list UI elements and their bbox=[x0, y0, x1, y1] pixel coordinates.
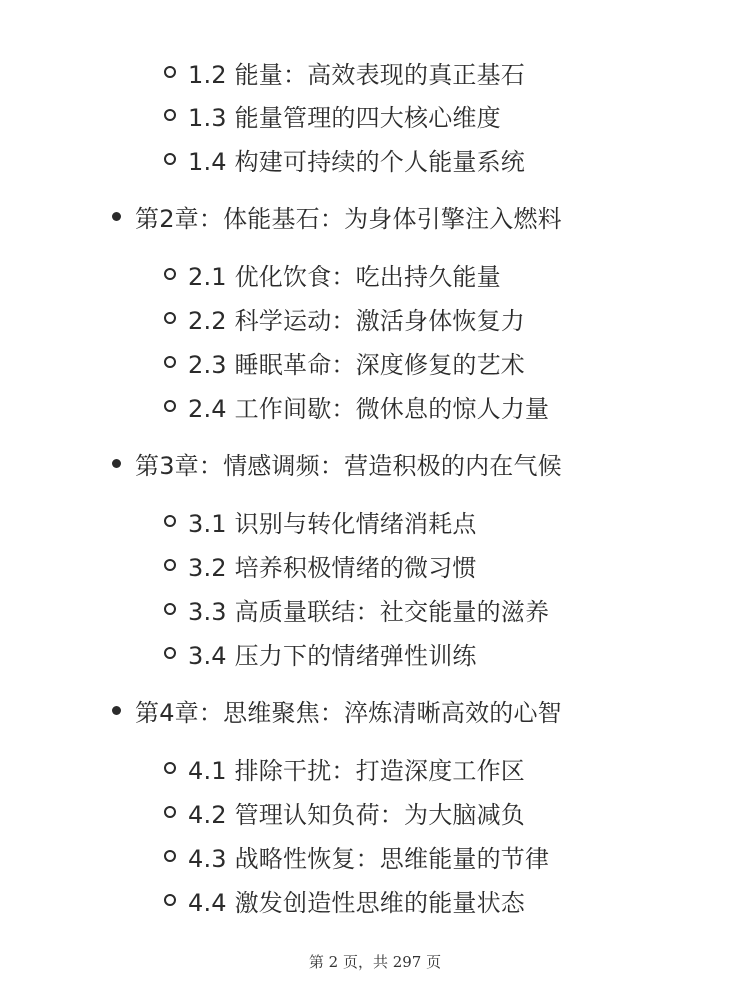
hollow-bullet-icon bbox=[164, 850, 176, 862]
toc-section-4-2 bbox=[164, 792, 525, 832]
filled-bullet-icon bbox=[112, 212, 121, 221]
hollow-bullet-icon bbox=[164, 268, 176, 280]
toc-section-3-1 bbox=[164, 501, 477, 541]
toc-item-text: 2.1 优化饮食：吃出持久能量 bbox=[188, 262, 501, 291]
toc-section-3-3 bbox=[164, 589, 549, 629]
filled-bullet-icon bbox=[112, 706, 121, 715]
toc-chapter-4 bbox=[112, 690, 562, 730]
toc-item-text: 3.3 高质量联结：社交能量的滋养 bbox=[188, 597, 550, 626]
hollow-bullet-icon bbox=[164, 109, 176, 121]
toc-item-text: 1.4 构建可持续的个人能量系统 bbox=[188, 147, 525, 176]
hollow-bullet-icon bbox=[164, 312, 176, 324]
hollow-bullet-icon bbox=[164, 515, 176, 527]
toc-item-text: 3.1 识别与转化情绪消耗点 bbox=[188, 509, 477, 538]
toc-item-text: 4.2 管理认知负荷：为大脑减负 bbox=[188, 800, 525, 829]
hollow-bullet-icon bbox=[164, 153, 176, 165]
toc-item-text: 4.4 激发创造性思维的能量状态 bbox=[188, 888, 525, 917]
hollow-bullet-icon bbox=[164, 356, 176, 368]
toc-item-text: 第4章：思维聚焦：淬炼清晰高效的心智 bbox=[135, 698, 562, 727]
toc-item-text: 3.4 压力下的情绪弹性训练 bbox=[188, 641, 477, 670]
toc-section-2-3 bbox=[164, 342, 525, 382]
filled-bullet-icon bbox=[112, 459, 121, 468]
toc-section-1-4 bbox=[164, 139, 525, 179]
toc-section-2-2 bbox=[164, 298, 525, 338]
toc-item-text: 2.2 科学运动：激活身体恢复力 bbox=[188, 306, 525, 335]
toc-chapter-2 bbox=[112, 196, 562, 236]
toc-section-2-1 bbox=[164, 254, 501, 294]
toc-item-text: 3.2 培养积极情绪的微习惯 bbox=[188, 553, 477, 582]
toc-section-1-2 bbox=[164, 52, 525, 92]
hollow-bullet-icon bbox=[164, 762, 176, 774]
page-number-label: 第 2 页，共 297 页 bbox=[308, 953, 442, 971]
hollow-bullet-icon bbox=[164, 66, 176, 78]
toc-item-text: 第3章：情感调频：营造积极的内在气候 bbox=[135, 451, 562, 480]
toc-item-text: 4.1 排除干扰：打造深度工作区 bbox=[188, 756, 525, 785]
toc-item-text: 第2章：体能基石：为身体引擎注入燃料 bbox=[135, 204, 562, 233]
toc-section-4-3 bbox=[164, 836, 549, 876]
toc-chapter-3 bbox=[112, 443, 562, 483]
toc-item-text: 2.3 睡眠革命：深度修复的艺术 bbox=[188, 350, 525, 379]
toc-item-text: 1.3 能量管理的四大核心维度 bbox=[188, 103, 501, 132]
page-footer bbox=[0, 951, 750, 972]
hollow-bullet-icon bbox=[164, 400, 176, 412]
toc-item-text: 2.4 工作间歇：微休息的惊人力量 bbox=[188, 394, 550, 423]
hollow-bullet-icon bbox=[164, 806, 176, 818]
toc-item-text: 4.3 战略性恢复：思维能量的节律 bbox=[188, 844, 550, 873]
toc-section-4-4 bbox=[164, 880, 525, 920]
toc-section-2-4 bbox=[164, 386, 549, 426]
hollow-bullet-icon bbox=[164, 894, 176, 906]
toc-section-3-2 bbox=[164, 545, 477, 585]
hollow-bullet-icon bbox=[164, 559, 176, 571]
toc-section-3-4 bbox=[164, 633, 477, 673]
toc-section-4-1 bbox=[164, 748, 525, 788]
toc-section-1-3 bbox=[164, 95, 501, 135]
hollow-bullet-icon bbox=[164, 603, 176, 615]
hollow-bullet-icon bbox=[164, 647, 176, 659]
toc-item-text: 1.2 能量：高效表现的真正基石 bbox=[188, 60, 525, 89]
